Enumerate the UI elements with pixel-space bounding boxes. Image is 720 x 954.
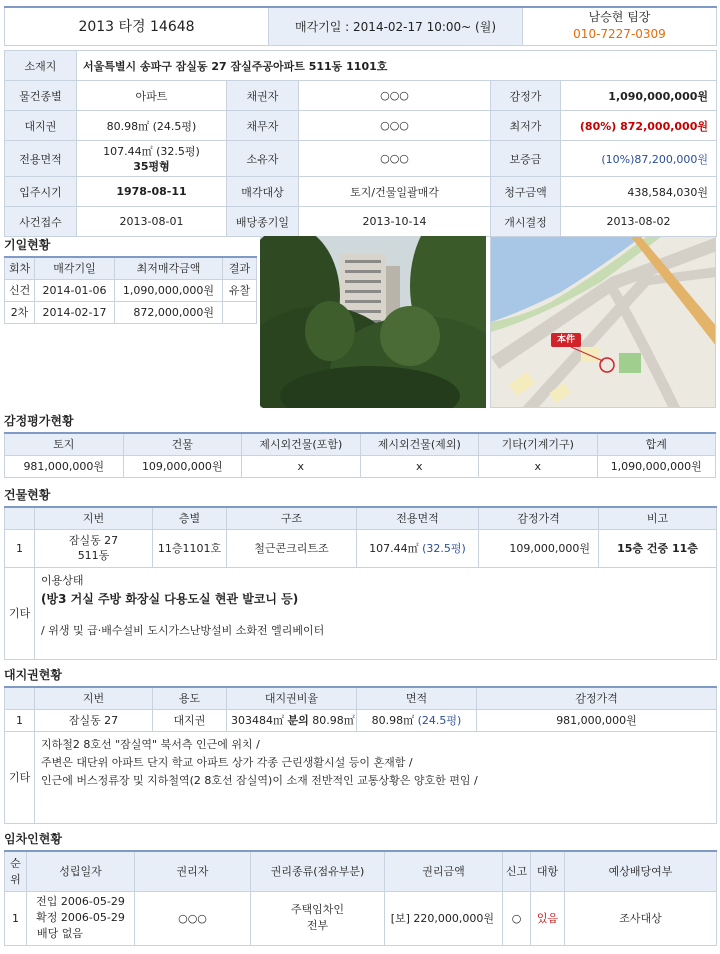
table-row: [5, 455, 716, 477]
building-area: [357, 529, 479, 567]
building-floor: 11층1101호: [153, 529, 227, 567]
manager-phone[interactable]: 010-7227-0309: [573, 27, 666, 42]
owner-value: ○○○: [299, 141, 491, 177]
building-section-title: 건물현황: [4, 488, 51, 502]
commencement-label: 개시결정: [491, 207, 561, 237]
tenant-holder: ○○○: [135, 891, 251, 945]
auction-header-result: 결과: [223, 257, 257, 279]
move-in-value: 1978-08-11: [77, 177, 227, 207]
appraisal-land-value: 981,000,000원: [5, 455, 124, 477]
auction-schedule-table: [4, 256, 257, 324]
sale-target-value: 토지/건물일괄매각: [299, 177, 491, 207]
exclusive-area-label: 전용면적: [5, 141, 77, 177]
land-etc-line1: 지하철2 8호선 "잠실역" 북서측 인근에 위치 /: [41, 737, 260, 751]
dividend-deadline-label: 배당종기일: [227, 207, 299, 237]
debtor-label: 채무자: [227, 111, 299, 141]
auction-round: 신건: [5, 279, 35, 301]
land-no: 1: [5, 709, 35, 731]
building-header-lot: 지번: [35, 507, 153, 529]
tenant-dividend: 조사대상: [565, 891, 717, 945]
building-header-no: [5, 507, 35, 529]
auction-min-price: 1,090,000,000원: [115, 279, 223, 301]
appraisal-header-land: 토지: [5, 433, 124, 455]
appraisal-extra-excl-value: x: [360, 455, 479, 477]
tenant-kind: [251, 891, 385, 945]
address-label: 소재지: [5, 51, 77, 81]
exclusive-area-sqm: 107.44㎡ (32.5평): [103, 144, 200, 158]
auction-round: 2차: [5, 301, 35, 323]
exclusive-area-type: 35평형: [133, 159, 170, 173]
land-ratio: [227, 709, 357, 731]
commencement-value: 2013-08-02: [561, 207, 717, 237]
deposit-value: (10%)87,200,000원: [561, 141, 717, 177]
land-header-no: [5, 687, 35, 709]
tenant-header-rank: 순위: [5, 851, 27, 891]
building-note: 15층 건중 11층: [599, 529, 717, 567]
auction-date: 2014-01-06: [35, 279, 115, 301]
auction-header-round: 회차: [5, 257, 35, 279]
tenant-table: [4, 850, 717, 946]
map-marker-label: 本件: [556, 335, 575, 345]
building-lot: [35, 529, 153, 567]
appraisal-header-total: 합계: [597, 433, 716, 455]
property-info-table: [4, 50, 717, 237]
land-right-value: 80.98㎡ (24.5평): [77, 111, 227, 141]
owner-label: 소유자: [227, 141, 299, 177]
building-no: 1: [5, 529, 35, 567]
tenant-amount: [보] 220,000,000원: [385, 891, 503, 945]
land-ratio-of: 분의: [287, 714, 309, 727]
appraisal-extra-incl-value: x: [242, 455, 361, 477]
location-map[interactable]: [490, 236, 716, 408]
land-area-pyeong: (24.5평): [417, 714, 462, 727]
building-etc-notes: [35, 567, 717, 659]
manager-name: 남승현 팀장: [588, 10, 651, 25]
building-area-sqm: 107.44㎡: [369, 542, 419, 555]
auction-date: 2014-02-17: [35, 301, 115, 323]
appraisal-table: [4, 432, 716, 478]
appraisal-header-extra-excl: 제시외건물(제외): [360, 433, 479, 455]
address-value: 서울특별시 송파구 잠실동 27 잠실주공아파트 511동 1101호: [77, 51, 717, 81]
sale-target-label: 매각대상: [227, 177, 299, 207]
building-etc-line1: 이용상태: [41, 573, 84, 587]
land-header-area: 면적: [357, 687, 477, 709]
land-etc-notes: [35, 731, 717, 823]
debtor-value: ○○○: [299, 111, 491, 141]
tenant-header-date: 성립일자: [27, 851, 135, 891]
tenant-dividend-request: 배당 없음: [37, 927, 84, 940]
land-ratio-share: 80.98㎡: [312, 714, 355, 727]
type-value: 아파트: [77, 81, 227, 111]
claim-amount-label: 청구금액: [491, 177, 561, 207]
min-price-value: (80%) 872,000,000원: [561, 111, 717, 141]
table-row: [5, 301, 257, 323]
building-etc-line3: / 위생 및 급·배수설비 도시가스난방설비 소화전 엘리베이터: [41, 623, 325, 637]
case-number: 2013 타경 14648: [5, 7, 269, 45]
auction-section-title: 기일현황: [4, 238, 51, 252]
appraisal-total-value: 1,090,000,000원: [597, 455, 716, 477]
land-section-title: 대지권현황: [4, 668, 62, 682]
building-header-structure: 구조: [227, 507, 357, 529]
tenant-header-holder: 권리자: [135, 851, 251, 891]
manager-contact: [523, 7, 717, 45]
appraisal-header-building: 건물: [123, 433, 242, 455]
building-price: 109,000,000원: [479, 529, 599, 567]
tenant-header-oppose: 대항: [531, 851, 565, 891]
appraisal-header-machinery: 기타(기계기구): [479, 433, 598, 455]
auction-result: [223, 301, 257, 323]
table-row: [5, 529, 717, 567]
creditor-value: ○○○: [299, 81, 491, 111]
land-table: [4, 686, 717, 824]
land-price: 981,000,000원: [477, 709, 717, 731]
min-price-label: 최저가: [491, 111, 561, 141]
building-area-pyeong: (32.5평): [422, 542, 466, 555]
type-label: 물건종별: [5, 81, 77, 111]
auction-result: 유찰: [223, 279, 257, 301]
dividend-deadline-value: 2013-10-14: [299, 207, 491, 237]
land-etc-line2: 주변은 대단위 아파트 단지 학교 아파트 상가 각종 근린생활시설 등이 혼재함 /: [41, 755, 413, 769]
tenant-section-title: 임차인현황: [4, 832, 62, 846]
auction-header-min-price: 최저매각금액: [115, 257, 223, 279]
land-use: 대지권: [153, 709, 227, 731]
land-lot: 잠실동 27: [35, 709, 153, 731]
land-area: [357, 709, 477, 731]
appraisal-label: 감정가: [491, 81, 561, 111]
tenant-header-report: 신고: [503, 851, 531, 891]
auction-min-price: 872,000,000원: [115, 301, 223, 323]
table-row: [5, 709, 717, 731]
appraisal-machinery-value: x: [479, 455, 598, 477]
tenant-report: ○: [503, 891, 531, 945]
table-row: [5, 891, 717, 945]
building-header-floor: 층별: [153, 507, 227, 529]
building-etc-label: 기타: [5, 567, 35, 659]
building-lot-line2: 511동: [77, 549, 110, 562]
appraisal-building-value: 109,000,000원: [123, 455, 242, 477]
land-header-ratio: 대지권비율: [227, 687, 357, 709]
tenant-dates: [27, 891, 135, 945]
auction-header-date: 매각기일: [35, 257, 115, 279]
building-header-area: 전용면적: [357, 507, 479, 529]
land-header-price: 감정가격: [477, 687, 717, 709]
tenant-kind-type: 주택임차인: [290, 903, 345, 916]
property-photo[interactable]: [260, 236, 486, 408]
case-header: [4, 6, 717, 46]
sale-date: 매각기일 : 2014-02-17 10:00~ (월): [269, 7, 523, 45]
exclusive-area-value: [77, 141, 227, 177]
tenant-kind-part: 전부: [306, 919, 329, 932]
creditor-label: 채권자: [227, 81, 299, 111]
land-area-sqm: 80.98㎡: [371, 714, 415, 727]
case-received-label: 사건접수: [5, 207, 77, 237]
building-table: [4, 506, 717, 660]
tenant-oppose: 있음: [531, 891, 565, 945]
building-lot-line1: 잠실동 27: [68, 534, 119, 547]
land-right-label: 대지권: [5, 111, 77, 141]
claim-amount-value: 438,584,030원: [561, 177, 717, 207]
land-ratio-total: 303484㎡: [231, 714, 284, 727]
tenant-move-in: 전입 2006-05-29: [36, 895, 125, 908]
building-etc-line2: (방3 거실 주방 화장실 다용도실 현관 발코니 등): [41, 591, 299, 606]
tenant-header-kind: 권리종류(점유부분): [251, 851, 385, 891]
appraisal-value: 1,090,000,000원: [561, 81, 717, 111]
land-etc-line3: 인근에 버스정류장 및 지하철역(2 8호선 잠실역)이 소재 전반적인 교통상황은 양호한 편임 /: [41, 773, 478, 787]
building-header-note: 비고: [599, 507, 717, 529]
tenant-no: 1: [5, 891, 27, 945]
appraisal-section-title: 감정평가현황: [4, 414, 74, 428]
tenant-header-dividend: 예상배당여부: [565, 851, 717, 891]
case-received-value: 2013-08-01: [77, 207, 227, 237]
building-structure: 철근콘크리트조: [227, 529, 357, 567]
tenant-confirmed: 확정 2006-05-29: [36, 911, 125, 924]
table-row: [5, 279, 257, 301]
land-etc-label: 기타: [5, 731, 35, 823]
deposit-label: 보증금: [491, 141, 561, 177]
tenant-header-amount: 권리금액: [385, 851, 503, 891]
building-header-price: 감정가격: [479, 507, 599, 529]
land-header-lot: 지번: [35, 687, 153, 709]
move-in-label: 입주시기: [5, 177, 77, 207]
appraisal-header-extra-incl: 제시외건물(포함): [242, 433, 361, 455]
land-header-use: 용도: [153, 687, 227, 709]
